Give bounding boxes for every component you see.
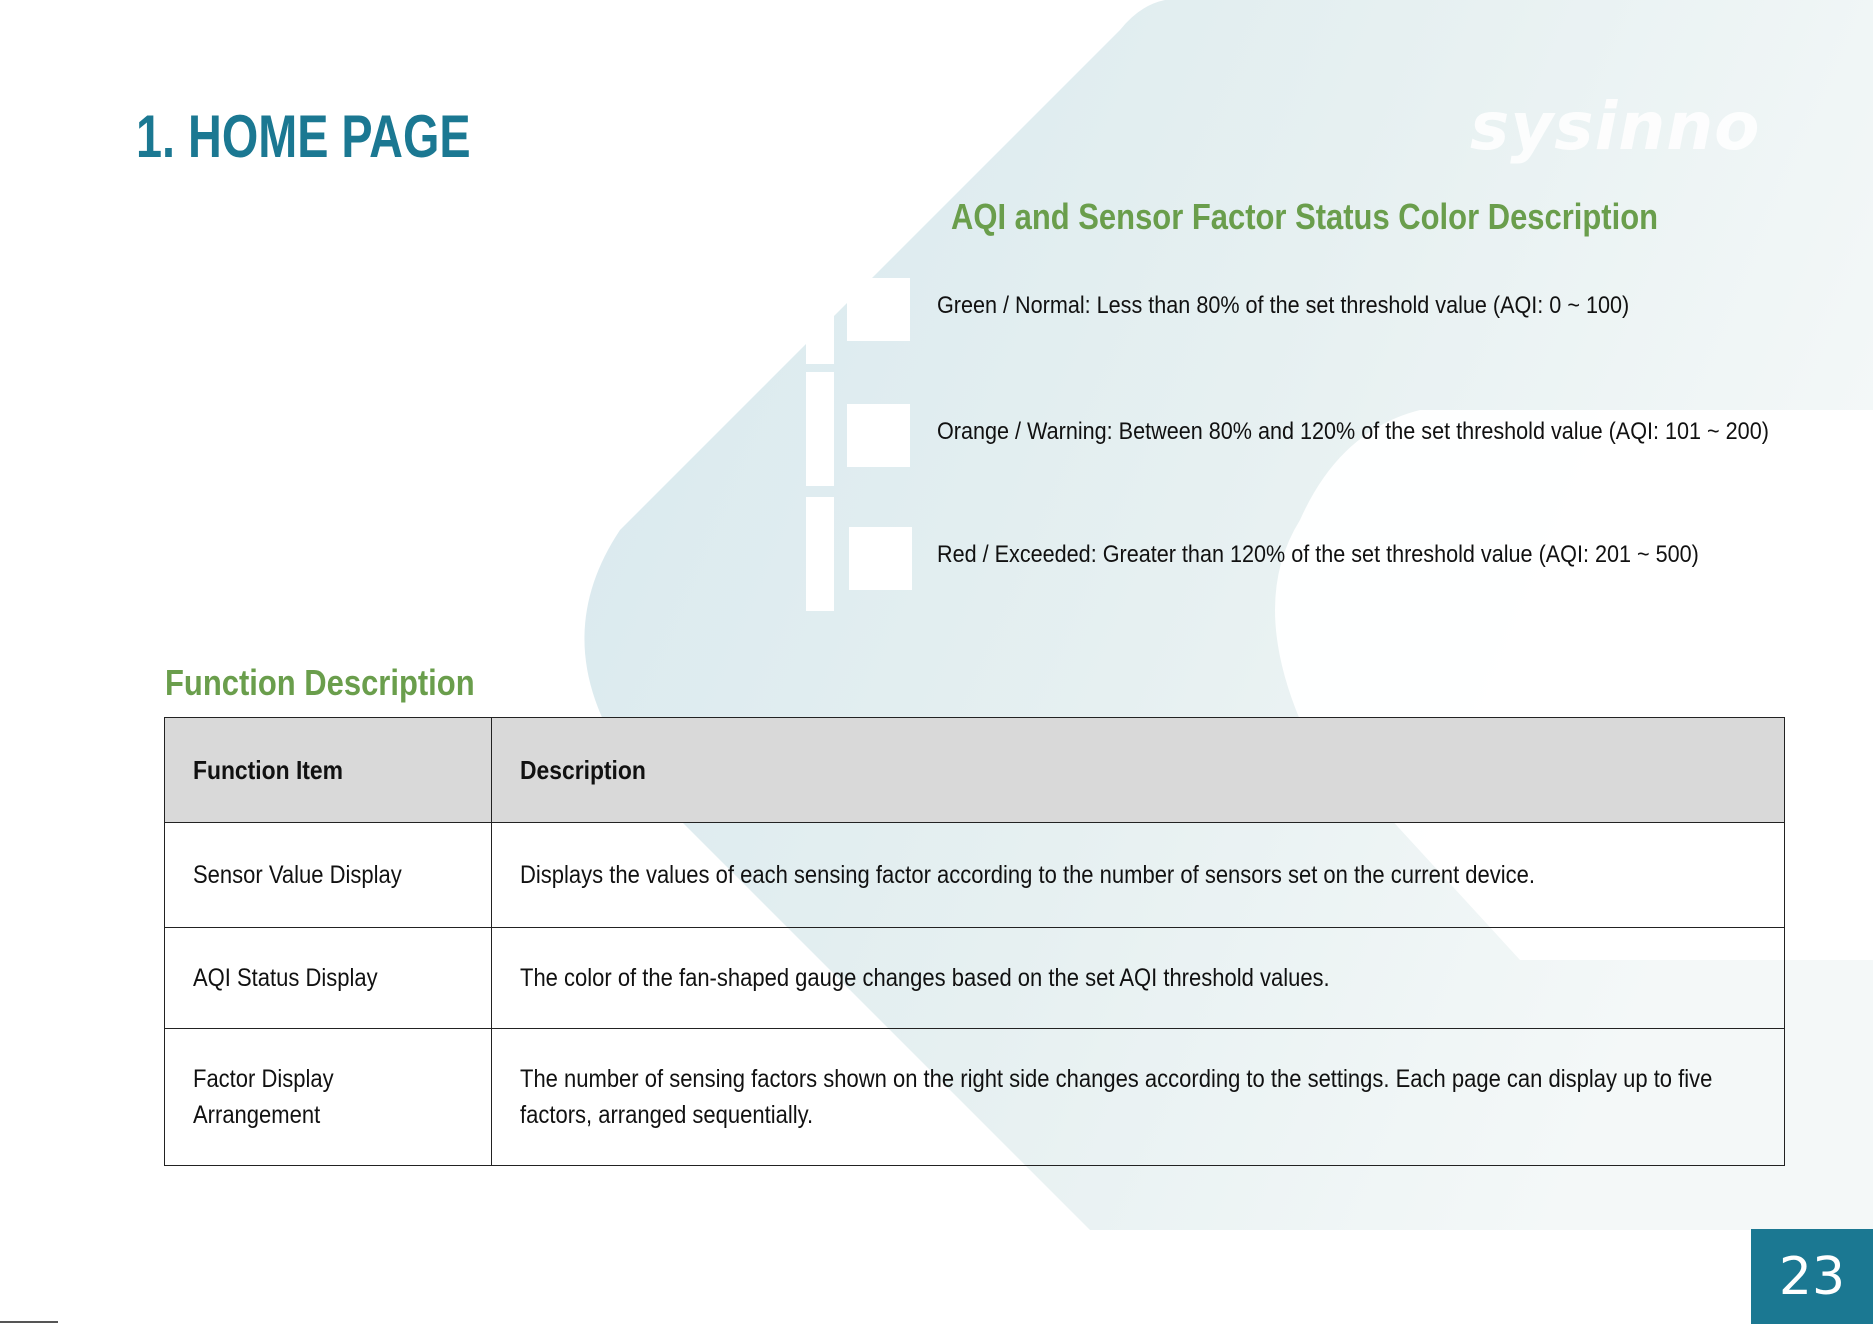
- brand-watermark: sysinno: [1470, 88, 1761, 165]
- description-cell: [492, 1029, 1785, 1166]
- function-description-title: Function Description: [165, 662, 475, 703]
- legend-item-red: Red / Exceeded: Greater than 120% of the set threshold value (AQI: 201 ~ 500): [937, 541, 1699, 568]
- function-item-cell: [165, 928, 492, 1029]
- description-text: The color of the fan-shaped gauge changes based on the set AQI threshold values.: [520, 964, 1330, 992]
- description-text: The number of sensing factors shown on the right side changes according to the settings. Each page can display up to five factors, arranged sequentially.: [520, 1065, 1713, 1129]
- legend-bracket-bar-3: [806, 497, 834, 611]
- table-row: [165, 823, 1785, 928]
- header-description: Description: [492, 718, 1785, 823]
- legend-swatch-green: [847, 278, 910, 341]
- corner-divider: [0, 1321, 58, 1323]
- description-text: Displays the values of each sensing factor according to the number of sensors set on the current device.: [520, 861, 1535, 889]
- function-item-text: AQI Status Display: [193, 964, 378, 992]
- legend-item-green: Green / Normal: Less than 80% of the set threshold value (AQI: 0 ~ 100): [937, 292, 1630, 319]
- table-header-row: [165, 718, 1785, 823]
- description-cell: [492, 928, 1785, 1029]
- page-number-badge: 23: [1751, 1229, 1873, 1324]
- header-function-item: Function Item: [165, 718, 492, 823]
- function-item-cell: [165, 823, 492, 928]
- table-row: [165, 928, 1785, 1029]
- legend-swatch-orange: [847, 404, 910, 467]
- table-row: [165, 1029, 1785, 1166]
- legend-bracket-bar-2: [806, 372, 834, 486]
- page-title: 1. HOME PAGE: [136, 103, 471, 170]
- description-cell: [492, 823, 1785, 928]
- function-item-text: Factor Display Arrangement: [193, 1065, 334, 1129]
- function-table: [164, 717, 1785, 1166]
- legend-item-orange: Orange / Warning: Between 80% and 120% of the set threshold value (AQI: 101 ~ 200): [937, 418, 1769, 445]
- function-item-cell: [165, 1029, 492, 1166]
- legend-title: AQI and Sensor Factor Status Color Description: [951, 196, 1659, 237]
- function-table-container: [164, 717, 1784, 1166]
- function-item-text: Sensor Value Display: [193, 861, 402, 889]
- legend-swatch-red: [849, 527, 912, 590]
- legend-bracket-bar-1: [806, 298, 834, 364]
